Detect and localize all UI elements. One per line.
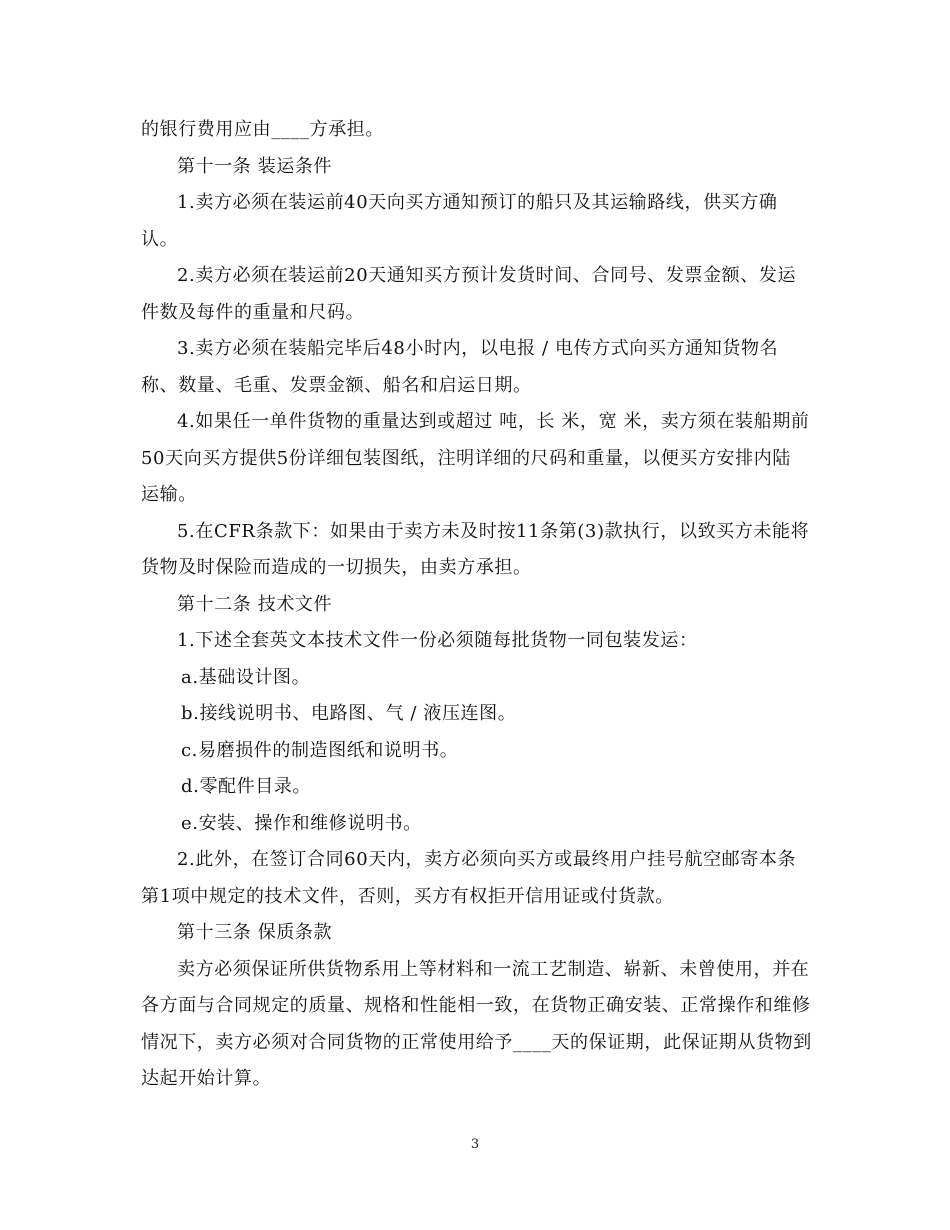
section-heading: 第十二条 技术文件 — [177, 593, 333, 615]
text-line: 货物及时保险而造成的一切损失，由卖方承担。 — [141, 557, 532, 578]
list-item: b.接线说明书、电路图、气 / 液压连图。 — [181, 703, 517, 724]
text-line: 的银行费用应由____方承担。 — [141, 119, 384, 140]
text-line: 2.此外，在签订合同60天内，卖方必须向买方或最终用户挂号航空邮寄本条 — [177, 849, 797, 870]
text-line: 认。 — [141, 228, 179, 250]
text-line: 50天向买方提供5份详细包装图纸，注明详细的尺码和重量，以便买方安排内陆 — [141, 447, 791, 469]
text-line: 5.在CFR条款下：如果由于卖方未及时按11条第(3)款执行，以致买方未能将 — [177, 520, 810, 542]
text-line: 件数及每件的重量和尺码。 — [141, 301, 365, 323]
section-heading: 第十三条 保质条款 — [177, 922, 333, 943]
text-line: 2.卖方必须在装运前20天通知买方预计发货时间、合同号、发票金额、发运 — [177, 265, 797, 286]
text-line: 情况下，卖方必须对合同货物的正常使用给予____天的保证期，此保证期从货物到 — [141, 1031, 812, 1053]
text-line: 1.卖方必须在装运前40天向买方通知预订的船只及其运输路线，供买方确 — [177, 192, 778, 213]
text-line: 卖方必须保证所供货物系用上等材料和一流工艺制造、崭新、未曾使用，并在 — [177, 958, 810, 980]
list-item: d.零配件目录。 — [181, 776, 312, 797]
document-body — [141, 112, 813, 1098]
text-line: 运输。 — [141, 484, 197, 505]
text-line: 第1项中规定的技术文件，否则，买方有权拒开信用证或付货款。 — [141, 885, 674, 907]
text-line: 各方面与合同规定的质量、规格和性能相一致，在货物正确安装、正常操作和维修 — [141, 995, 811, 1016]
text-line: 4.如果任一单件货物的重量达到或超过 吨，长 米，宽 米，卖方须在装船期前 — [177, 411, 810, 432]
list-item: c.易磨损件的制造图纸和说明书。 — [181, 739, 459, 761]
list-item: e.安装、操作和维修说明书。 — [181, 812, 422, 834]
text-line: 达起开始计算。 — [141, 1068, 272, 1089]
text-line: 1.下述全套英文本技术文件一份必须随每批货物一同包装发运： — [177, 630, 698, 651]
section-heading: 第十一条 装运条件 — [177, 155, 333, 177]
text-line: 3.卖方必须在装船完毕后48小时内，以电报 / 电传方式向买方通知货物名 — [177, 338, 779, 359]
page-number: 3 — [470, 1137, 480, 1152]
text-line: 称、数量、毛重、发票金额、船名和启运日期。 — [141, 374, 532, 396]
list-item: a.基础设计图。 — [181, 666, 311, 688]
